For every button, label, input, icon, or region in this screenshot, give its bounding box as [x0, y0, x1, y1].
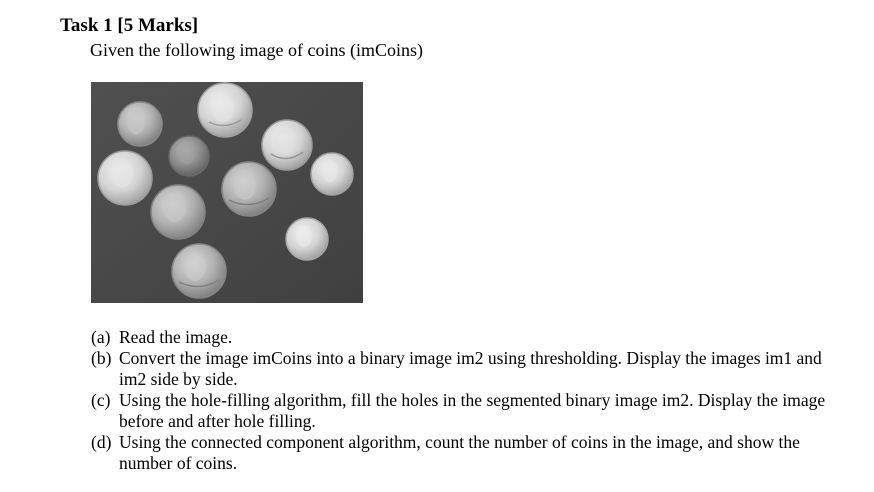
subtask-text: Using the connected component algorithm, count the number of coins in the image, and show the number of coins. [119, 432, 800, 473]
subtask-list [91, 327, 831, 474]
subtask-a [91, 327, 831, 348]
coin [311, 153, 353, 195]
coin [222, 162, 276, 216]
subtask-b [91, 348, 831, 390]
coin [286, 218, 328, 260]
task-intro: Given the following image of coins (imCoins) [90, 40, 423, 60]
subtask-marker: (a) [91, 327, 111, 347]
subtask-c [91, 390, 831, 432]
coin [98, 151, 152, 205]
subtask-marker: (d) [91, 432, 112, 452]
subtask-d [91, 432, 831, 474]
coin [169, 136, 209, 176]
subtask-marker: (b) [91, 348, 112, 368]
coin [262, 120, 312, 170]
subtask-text: Convert the image imCoins into a binary image im2 using thresholding. Display the images im1 and im2 side by side. [119, 348, 822, 389]
coin [172, 244, 226, 298]
coins-image [91, 82, 363, 303]
coin [118, 102, 162, 146]
subtask-marker: (c) [91, 390, 111, 410]
subtask-text: Read the image. [119, 327, 233, 347]
task-heading: Task 1 [5 Marks] [60, 15, 199, 36]
coin [151, 185, 205, 239]
subtask-text: Using the hole-filling algorithm, fill the holes in the segmented binary image im2. Display the image before and after hole filling. [119, 390, 826, 431]
coin [198, 83, 252, 137]
